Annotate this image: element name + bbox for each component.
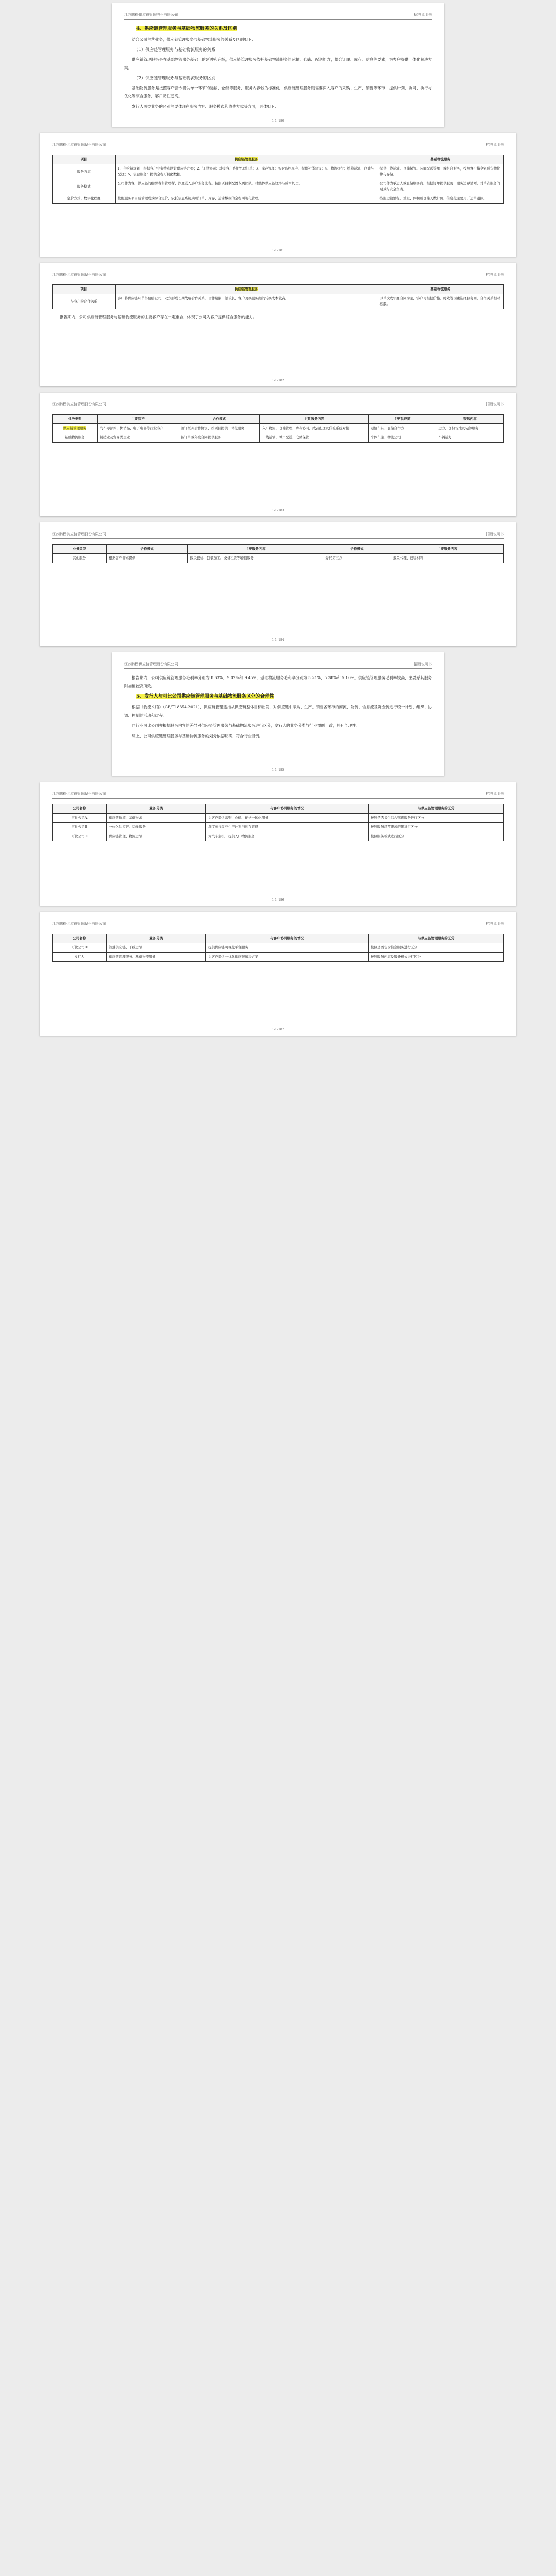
table-row — [53, 433, 504, 443]
table-cell: 根据客户需求提供 — [107, 554, 188, 563]
page-number: 1-1-180 — [272, 119, 284, 123]
header-company: 江苏鹏程供应链管理股份有限公司 — [124, 13, 178, 17]
table-cell: 供应链物流、基础物流 — [107, 814, 206, 823]
table-cell: 可比公司B — [53, 823, 107, 832]
table-cell: 按照服务环节覆盖范围进行区分 — [368, 823, 503, 832]
section-title: 5、发行人与可比公司供应链管理服务与基础物流服务区分的合理性 — [136, 694, 274, 699]
table-cell: 服务模式 — [53, 179, 116, 194]
page-header — [52, 791, 504, 799]
header-doc-type: 招股说明书 — [486, 532, 504, 536]
table-row — [53, 953, 504, 962]
table-header-cell: 合作模式 — [323, 545, 391, 554]
header-company: 江苏鹏程供应链管理股份有限公司 — [52, 922, 106, 926]
header-doc-type: 招股说明书 — [414, 13, 432, 17]
page-number: 1-1-187 — [272, 1028, 284, 1031]
table-cell: 为客户提供一体化供应链解决方案 — [206, 953, 369, 962]
table-cell: 公司作为客户供应链的组织者和管理者，深度嵌入客户业务流程，按照项目制配置专属团队，对整体供应链效率与成本负责。 — [115, 179, 377, 194]
page-header — [124, 662, 432, 669]
page-header — [52, 921, 504, 928]
table-header-cell: 项目 — [53, 155, 116, 164]
table-cell: 制造业及贸易类企业 — [97, 433, 179, 443]
header-doc-type: 招股说明书 — [486, 922, 504, 926]
table-cell: 服务内容 — [53, 164, 116, 179]
table-cell: 按照是否包含信息服务进行区分 — [368, 943, 503, 953]
page-number: 1-1-183 — [272, 509, 284, 512]
table-header-cell: 主要服务内容 — [188, 545, 323, 554]
table-header-cell: 供应链管理服务 — [115, 155, 377, 164]
table-cell: 一体化供应链、运输服务 — [107, 823, 206, 832]
table-cell: 干线运输、城市配送、仓储保管 — [260, 433, 368, 443]
table-cell: 为汽车主机厂提供入厂物流服务 — [206, 832, 369, 841]
table-cell: 与客户的合作关系 — [53, 294, 116, 309]
table-row — [53, 164, 504, 179]
paragraph: 综上，公司供应链管理服务与基础物流服务的划分依据明确，符合行业惯例。 — [132, 734, 263, 738]
table-cell: 1、供应链规划：根据客户业务特点设计供应链方案；2、订单协同：对接客户系统处理订单；3、库存管理：实时监控库存、提供补货建议；4、物流执行：统筹运输、仓储与配送；5、信息服务：提供全程可视化数据。 — [115, 164, 377, 179]
page-header — [52, 532, 504, 539]
header-company: 江苏鹏程供应链管理股份有限公司 — [52, 532, 106, 536]
document-page — [40, 782, 516, 906]
table-cell: 报关报检、包装加工、设备租赁等增值服务 — [188, 554, 323, 563]
table-cell: 供应链管理服务 — [53, 424, 98, 433]
page-header — [52, 402, 504, 409]
comparison-table — [52, 155, 504, 204]
table-row — [53, 832, 504, 841]
page-header — [52, 142, 504, 149]
table-header-cell: 业务类型 — [53, 545, 107, 554]
table-cell: 签订框架合作协议，按项目提供一体化服务 — [179, 424, 260, 433]
table-header-cell: 主要服务内容 — [391, 545, 503, 554]
subsection-title: （2）供应链管理服务与基础物流服务的区别 — [134, 76, 216, 80]
business-table — [52, 414, 504, 443]
paragraph: 同行业可比公司亦根据服务内容的差异对供应链管理服务与基础物流服务进行区分，发行人的业务分类与行业惯例一致，具有合理性。 — [132, 723, 360, 728]
table-cell: 提供干线运输、仓储保管、装卸配送等单一或组合服务，按照客户指令完成货物位移与存储。 — [377, 164, 504, 179]
document-page — [40, 393, 516, 516]
table-cell: 委托第三方 — [323, 554, 391, 563]
table-header-cell: 基础物流服务 — [377, 155, 504, 164]
table-header-cell: 与客户协同服务的情况 — [206, 934, 369, 943]
table-header-cell: 公司名称 — [53, 804, 107, 814]
header-doc-type: 招股说明书 — [486, 273, 504, 277]
document-page — [40, 263, 516, 386]
table-cell: 按照服务模式进行区分 — [368, 832, 503, 841]
page-number: 1-1-181 — [272, 249, 284, 252]
table-header-cell: 主要服务内容 — [260, 415, 368, 424]
table-cell: 深度参与客户生产计划与库存管理 — [206, 823, 369, 832]
table-cell: 车辆运力 — [436, 433, 504, 443]
table-row — [53, 554, 504, 563]
page-header — [124, 12, 432, 20]
table-header-cell: 与供应链管理服务的区分 — [368, 934, 503, 943]
peer-comparison-table — [52, 804, 504, 841]
table-header-cell: 业务分类 — [107, 934, 206, 943]
header-doc-type: 招股说明书 — [414, 662, 432, 666]
table-cell: 供应链管理、物流运输 — [107, 832, 206, 841]
table-header-cell: 合作模式 — [179, 415, 260, 424]
table-cell: 汽车零部件、快消品、电子电器等行业客户 — [97, 424, 179, 433]
paragraph: 报告期内，公司供应链管理服务与基础物流服务的主要客户存在一定重合，体现了公司为客户提供综合服务的能力。 — [60, 315, 257, 319]
table-header-cell: 采购内容 — [436, 415, 504, 424]
table-header-cell: 项目 — [53, 285, 116, 294]
table-cell: 以单次或年度合同为主，客户可根据价格、时效等因素选择服务商，合作关系相对松散。 — [377, 294, 504, 309]
page-header — [52, 272, 504, 279]
table-cell: 按照是否提供综合管理服务进行区分 — [368, 814, 503, 823]
page-number: 1-1-186 — [272, 898, 284, 902]
business-table — [52, 544, 504, 563]
document-page — [112, 3, 444, 127]
paragraph: 结合公司主营业务，供应链管理服务与基础物流服务的关系及区别如下： — [132, 37, 255, 42]
header-doc-type: 招股说明书 — [486, 792, 504, 796]
table-cell: 定价方式、数字化程度 — [53, 194, 116, 204]
table-cell: 按照运输里程、重量、体积或仓储天数计价，信息化主要用于运单跟踪。 — [377, 194, 504, 204]
document-page — [40, 522, 516, 646]
table-cell: 为客户提供采购、仓储、配送一体化服务 — [206, 814, 369, 823]
header-company: 江苏鹏程供应链管理股份有限公司 — [124, 662, 178, 666]
table-cell: 按照服务项目及管理成效综合定价，依托信息系统实现订单、库存、运输数据的全程可视化管理。 — [115, 194, 377, 204]
table-row — [53, 943, 504, 953]
table-header-cell: 业务类型 — [53, 415, 98, 424]
header-company: 江苏鹏程供应链管理股份有限公司 — [52, 273, 106, 277]
page-number: 1-1-182 — [272, 379, 284, 382]
table-row — [53, 814, 504, 823]
table-row — [53, 424, 504, 433]
table-cell: 基础物流服务 — [53, 433, 98, 443]
table-row — [53, 823, 504, 832]
table-header-cell: 合作模式 — [107, 545, 188, 554]
comparison-table — [52, 284, 504, 309]
header-doc-type: 招股说明书 — [486, 143, 504, 147]
paragraph: 发行人两类业务的区别主要体现在服务内容、服务模式和收费方式等方面，具体如下： — [132, 104, 279, 109]
paragraph: 供应链管理服务是在基础物流服务基础上的延伸和升级，供应链管理服务依托基础物流服务的运输、仓储、配送能力，整合订单、库存、信息等要素，为客户提供一体化解决方案。 — [124, 57, 432, 70]
table-cell: 发行人 — [53, 953, 107, 962]
header-company: 江苏鹏程供应链管理股份有限公司 — [52, 402, 106, 406]
table-cell: 入厂物流、仓储管理、库存协同、成品配送及信息系统对接 — [260, 424, 368, 433]
table-cell: 客户将供应链环节外包给公司，双方形成长期战略合作关系，合作期限一般较长，客户更换服务商的转换成本较高。 — [115, 294, 377, 309]
header-company: 江苏鹏程供应链管理股份有限公司 — [52, 143, 106, 147]
section-title: 4、供应链管理服务与基础物流服务的关系及区别 — [136, 26, 237, 31]
table-cell: 可比公司A — [53, 814, 107, 823]
table-header-cell: 主要客户 — [97, 415, 179, 424]
document-page — [112, 652, 444, 776]
document-page — [40, 912, 516, 1036]
table-row — [53, 179, 504, 194]
paragraph: 根据《物流术语》（GB/T18354-2021），供应链管理是指从供应链整体目标出发，对供应链中采购、生产、销售各环节的商流、物流、信息流及资金流进行统一计划、组织、协调、控制的活动和过程。 — [124, 705, 432, 718]
table-header-cell: 供应链管理服务 — [115, 285, 377, 294]
table-cell: 个体车主、物流公司 — [368, 433, 436, 443]
table-cell: 按照服务内容及服务模式进行区分 — [368, 953, 503, 962]
table-cell: 供应链管理服务、基础物流服务 — [107, 953, 206, 962]
document-page — [40, 133, 516, 257]
table-header-cell: 基础物流服务 — [377, 285, 504, 294]
page-number: 1-1-184 — [272, 638, 284, 642]
table-cell: 报关代理、包装材料 — [391, 554, 503, 563]
table-cell: 按订单或年度合同提供服务 — [179, 433, 260, 443]
paragraph: 基础物流服务是按照客户指令提供单一环节的运输、仓储等服务，服务内容较为标准化；供应链管理服务则需要深入客户的采购、生产、销售等环节，提供计划、协同、执行与优化等综合服务，客户黏性更高。 — [124, 86, 432, 98]
table-cell: 公司作为承运人或仓储服务商，根据订单提供服务，服务边界清晰，对单次服务的时效与安全负责。 — [377, 179, 504, 194]
table-row — [53, 294, 504, 309]
table-cell: 运输车队、仓储合作方 — [368, 424, 436, 433]
table-cell: 智慧供应链、干线运输 — [107, 943, 206, 953]
table-header-cell: 与客户协同服务的情况 — [206, 804, 369, 814]
page-number: 1-1-185 — [272, 768, 284, 772]
header-company: 江苏鹏程供应链管理股份有限公司 — [52, 792, 106, 796]
table-cell: 可比公司C — [53, 832, 107, 841]
table-cell: 运力、仓储场地及装卸服务 — [436, 424, 504, 433]
table-header-cell: 业务分类 — [107, 804, 206, 814]
header-doc-type: 招股说明书 — [486, 402, 504, 406]
table-header-cell: 与供应链管理服务的区分 — [368, 804, 503, 814]
table-cell: 可比公司D — [53, 943, 107, 953]
table-cell: 提供供应链可视化平台服务 — [206, 943, 369, 953]
subsection-title: （1）供应链管理服务与基础物流服务的关系 — [134, 47, 216, 52]
table-cell: 其他服务 — [53, 554, 107, 563]
table-header-cell: 公司名称 — [53, 934, 107, 943]
paragraph: 报告期内，公司供应链管理服务毛利率分别为 8.63%、9.02%和 9.45%，基础物流服务毛利率分别为 5.21%、5.38%和 5.10%。供应链管理服务毛利率较高，主要系其服务附加值较高所致。 — [124, 675, 432, 688]
peer-comparison-table — [52, 934, 504, 962]
table-header-cell: 主要供应商 — [368, 415, 436, 424]
table-row — [53, 194, 504, 204]
